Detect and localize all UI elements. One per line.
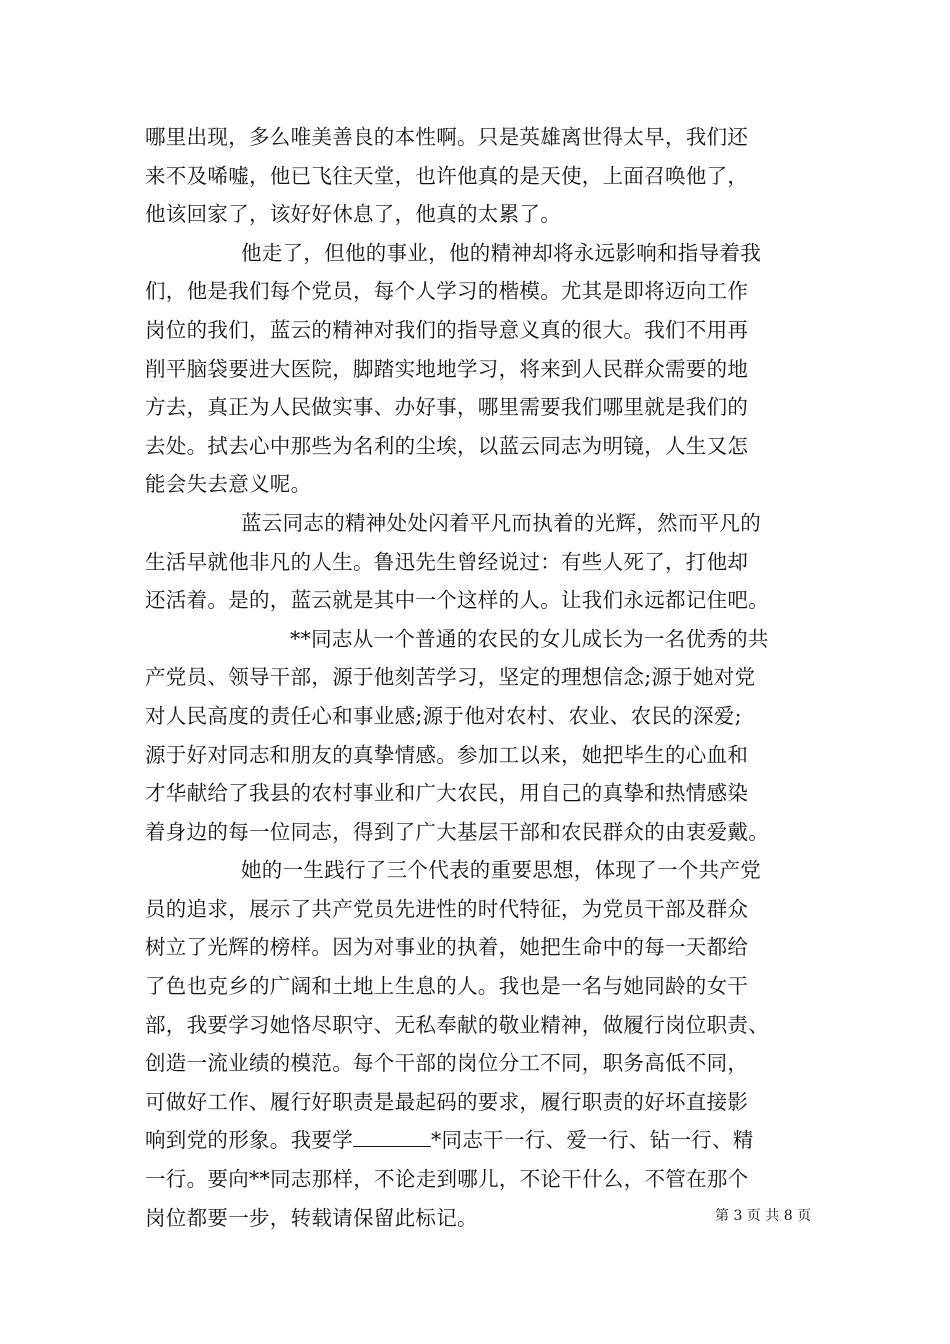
text-line: 才华献给了我县的农村事业和广大农民，用自己的真挚和热情感染 [145,781,749,806]
text-line: 源于好对同志和朋友的真挚情感。参加工以来，她把毕生的心血和 [145,742,749,767]
text-line: 部，我要学习她恪尽职守、无私奉献的敬业精神，做履行岗位职责、 [145,1012,769,1037]
text-line: 岗位都要一步，转载请保留此标记。 [145,1205,478,1230]
text-line: 一行。要向**同志那样，不论走到哪儿，不论干什么，不管在那个 [145,1167,749,1192]
paragraph-start-line: 他走了，但他的事业，他的精神却将永远影响和指导着我 [241,240,761,265]
text-line: 可做好工作、履行好职责是最起码的要求，履行职责的好坏直接影 [145,1089,749,1114]
text-line: 去处。拭去心中那些为名利的尘埃，以蓝云同志为明镜，人生又怎 [145,433,749,458]
body-text [145,118,825,1237]
text-segment: *同志干一行、爱一行、钻一行、精 [431,1128,754,1153]
text-line: 了色也克乡的广阔和土地上生息的人。我也是一名与她同龄的女干 [145,974,749,999]
text-line: 来不及唏嘘，他已飞往天堂，也许他真的是天使，上面召唤他了， [145,163,749,188]
text-line: 们，他是我们每个党员，每个人学习的楷模。尤其是即将迈向工作 [145,279,749,304]
text-line: 着身边的每一位同志，得到了广大基层干部和农民群众的由衷爱戴。 [145,819,769,844]
text-line: 岗位的我们，蓝云的精神对我们的指导意义真的很大。我们不用再 [145,317,749,342]
paragraph-start-line: **同志从一个普通的农民的女儿成长为一名优秀的共 [290,626,769,651]
text-line: 对人民高度的责任心和事业感;源于他对农村、农业、农民的深爱; [145,703,742,728]
text-line: 创造一流业绩的模范。每个干部的岗位分工不同，职务高低不同， [145,1051,749,1076]
text-line-with-blank [145,1121,825,1160]
text-line: 能会失去意义呢。 [145,472,312,497]
text-line: 树立了光辉的榜样。因为对事业的执着，她把生命中的每一天都给 [145,935,749,960]
text-line: 员的追求，展示了共产党员先进性的时代特征，为党员干部及群众 [145,896,749,921]
text-line: 生活早就他非凡的人生。鲁迅先生曾经说过：有些人死了，打他却 [145,549,749,574]
text-line: 方去，真正为人民做实事、办好事，哪里需要我们哪里就是我们的 [145,395,749,420]
text-line: 他该回家了，该好好休息了，他真的太累了。 [145,202,561,227]
paragraph-start-line: 蓝云同志的精神处处闪着平凡而执着的光辉，然而平凡的 [241,510,761,535]
text-segment: 响到党的形象。我要学 [145,1128,353,1153]
paragraph-start-line: 她的一生践行了三个代表的重要思想，体现了一个共产党 [241,858,761,883]
page-number: 第 3 页 共 8 页 [715,1208,812,1224]
fill-in-blank [353,1124,431,1147]
text-line: 削平脑袋要进大医院，脚踏实地地学习，将来到人民群众需要的地 [145,356,749,381]
text-line: 哪里出现，多么唯美善良的本性啊。只是英雄离世得太早，我们还 [145,125,749,149]
text-line: 还活着。是的，蓝云就是其中一个这样的人。让我们永远都记住吧。 [145,588,769,613]
text-line: 产党员、领导干部，源于他刻苦学习，坚定的理想信念;源于她对党 [145,665,756,690]
